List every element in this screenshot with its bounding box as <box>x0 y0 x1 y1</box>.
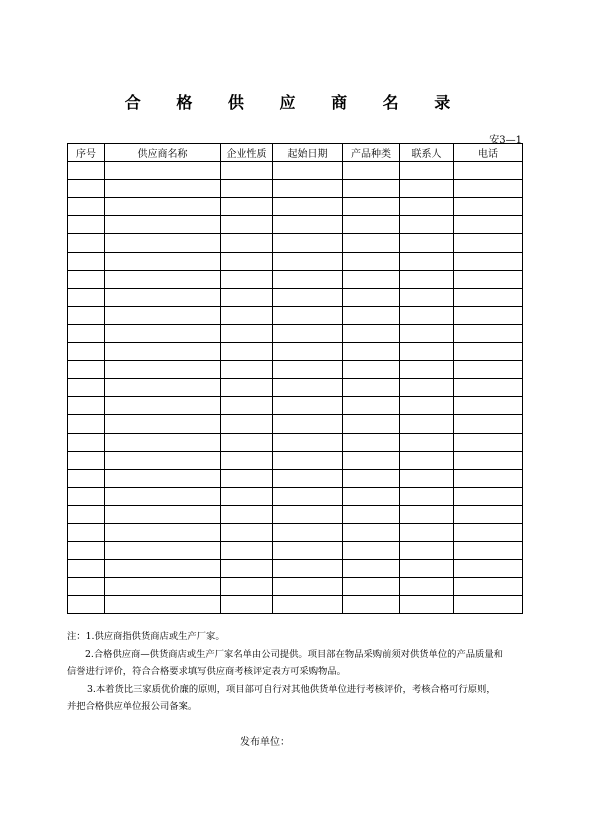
table-cell[interactable] <box>400 596 454 614</box>
table-cell[interactable] <box>343 234 400 252</box>
col-header-enterprise-type: 企业性质 <box>221 144 273 162</box>
table-cell[interactable] <box>454 379 523 397</box>
table-cell[interactable] <box>68 180 105 198</box>
table-cell[interactable] <box>454 216 523 234</box>
table-cell[interactable] <box>221 397 273 415</box>
table-cell[interactable] <box>400 397 454 415</box>
table-cell[interactable] <box>400 361 454 379</box>
table-cell[interactable] <box>273 505 343 523</box>
table-row <box>68 324 523 342</box>
table-cell[interactable] <box>454 324 523 342</box>
table-cell[interactable] <box>454 306 523 324</box>
table-row <box>68 306 523 324</box>
table-cell[interactable] <box>105 433 221 451</box>
table-cell[interactable] <box>221 180 273 198</box>
table-cell[interactable] <box>343 415 400 433</box>
table-cell[interactable] <box>454 560 523 578</box>
table-row <box>68 542 523 560</box>
note-line: 2.合格供应商—供货商店或生产厂家名单由公司提供。项目部在物品采购前须对供货单位的产品质量和 <box>85 648 503 660</box>
table-cell[interactable] <box>105 415 221 433</box>
table-cell[interactable] <box>105 505 221 523</box>
page-title: 合 格 供 应 商 名 录 <box>124 93 466 112</box>
table-row <box>68 343 523 361</box>
table-cell[interactable] <box>454 487 523 505</box>
table-cell[interactable] <box>400 523 454 541</box>
table-cell[interactable] <box>68 451 105 469</box>
table-cell[interactable] <box>68 560 105 578</box>
table-cell[interactable] <box>454 288 523 306</box>
table-cell[interactable] <box>68 162 105 180</box>
table-cell[interactable] <box>343 578 400 596</box>
table-cell[interactable] <box>400 451 454 469</box>
col-header-start-date: 起始日期 <box>273 144 343 162</box>
table-cell[interactable] <box>105 180 221 198</box>
table-cell[interactable] <box>343 469 400 487</box>
table-cell[interactable] <box>221 361 273 379</box>
table-cell[interactable] <box>343 324 400 342</box>
table-cell[interactable] <box>273 216 343 234</box>
table-row <box>68 379 523 397</box>
table-cell[interactable] <box>221 216 273 234</box>
table-cell[interactable] <box>105 578 221 596</box>
table-cell[interactable] <box>68 415 105 433</box>
table-cell[interactable] <box>343 180 400 198</box>
table-cell[interactable] <box>105 451 221 469</box>
table-cell[interactable] <box>273 180 343 198</box>
table-cell[interactable] <box>68 324 105 342</box>
table-cell[interactable] <box>454 361 523 379</box>
note-line: 并把合格供应单位报公司备案。 <box>67 701 198 712</box>
table-cell[interactable] <box>105 487 221 505</box>
table-cell[interactable] <box>105 361 221 379</box>
table-cell[interactable] <box>273 578 343 596</box>
table-cell[interactable] <box>68 433 105 451</box>
table-cell[interactable] <box>343 361 400 379</box>
note-line: 3.本着货比三家质优价廉的原则，项目部可自行对其他供货单位进行考核评价，考核合格可行原则， <box>87 683 496 695</box>
table-row <box>68 162 523 180</box>
note-line: 信誉进行评价，符合合格要求填写供应商考核评定表方可采购物品。 <box>67 666 346 677</box>
table-cell[interactable] <box>343 505 400 523</box>
table-cell[interactable] <box>400 578 454 596</box>
table-cell[interactable] <box>343 397 400 415</box>
table-cell[interactable] <box>68 343 105 361</box>
table-cell[interactable] <box>68 306 105 324</box>
table-cell[interactable] <box>273 433 343 451</box>
table-cell[interactable] <box>68 216 105 234</box>
table-cell[interactable] <box>105 397 221 415</box>
table-row <box>68 505 523 523</box>
table-cell[interactable] <box>273 379 343 397</box>
table-cell[interactable] <box>273 252 343 270</box>
table-body <box>68 162 523 614</box>
table-cell[interactable] <box>221 523 273 541</box>
table-cell[interactable] <box>221 379 273 397</box>
table-cell[interactable] <box>221 578 273 596</box>
table-cell[interactable] <box>400 162 454 180</box>
table-row <box>68 361 523 379</box>
table-cell[interactable] <box>343 487 400 505</box>
table-cell[interactable] <box>343 270 400 288</box>
table-cell[interactable] <box>400 216 454 234</box>
table-cell[interactable] <box>221 469 273 487</box>
table-cell[interactable] <box>273 162 343 180</box>
table-cell[interactable] <box>221 252 273 270</box>
table-cell[interactable] <box>454 234 523 252</box>
table-cell[interactable] <box>454 433 523 451</box>
table-cell[interactable] <box>343 306 400 324</box>
table-cell[interactable] <box>343 343 400 361</box>
table-cell[interactable] <box>273 596 343 614</box>
table-cell[interactable] <box>68 523 105 541</box>
table-cell[interactable] <box>400 198 454 216</box>
table-row <box>68 270 523 288</box>
table-row <box>68 198 523 216</box>
table-row <box>68 397 523 415</box>
table-cell[interactable] <box>454 198 523 216</box>
supplier-table <box>67 143 523 614</box>
table-cell[interactable] <box>400 324 454 342</box>
table-cell[interactable] <box>68 578 105 596</box>
table-cell[interactable] <box>221 596 273 614</box>
table-cell[interactable] <box>105 234 221 252</box>
table-row <box>68 560 523 578</box>
publisher-label: 发布单位： <box>240 737 290 748</box>
table-cell[interactable] <box>454 596 523 614</box>
table-cell[interactable] <box>221 270 273 288</box>
table-cell[interactable] <box>68 505 105 523</box>
table-cell[interactable] <box>400 252 454 270</box>
table-cell[interactable] <box>454 415 523 433</box>
table-cell[interactable] <box>273 397 343 415</box>
table-cell[interactable] <box>273 542 343 560</box>
table-cell[interactable] <box>221 324 273 342</box>
table-cell[interactable] <box>68 234 105 252</box>
table-cell[interactable] <box>454 270 523 288</box>
table-cell[interactable] <box>343 433 400 451</box>
table-cell[interactable] <box>221 542 273 560</box>
table-cell[interactable] <box>105 560 221 578</box>
table-cell[interactable] <box>221 198 273 216</box>
table-cell[interactable] <box>400 433 454 451</box>
table-cell[interactable] <box>400 415 454 433</box>
notes <box>67 628 527 716</box>
col-header-product-category: 产品种类 <box>343 144 400 162</box>
table-cell[interactable] <box>221 162 273 180</box>
table-cell[interactable] <box>221 306 273 324</box>
table-cell[interactable] <box>105 270 221 288</box>
table-cell[interactable] <box>105 252 221 270</box>
table-cell[interactable] <box>273 306 343 324</box>
table-cell[interactable] <box>343 542 400 560</box>
table-row <box>68 487 523 505</box>
table-cell[interactable] <box>221 288 273 306</box>
table-cell[interactable] <box>273 560 343 578</box>
col-header-supplier-name: 供应商名称 <box>105 144 221 162</box>
table-cell[interactable] <box>68 270 105 288</box>
table-cell[interactable] <box>273 469 343 487</box>
table-cell[interactable] <box>68 487 105 505</box>
table-cell[interactable] <box>68 198 105 216</box>
table-cell[interactable] <box>68 596 105 614</box>
table-row <box>68 433 523 451</box>
table-cell[interactable] <box>343 198 400 216</box>
table-cell[interactable] <box>221 505 273 523</box>
table-cell[interactable] <box>343 379 400 397</box>
table-cell[interactable] <box>105 523 221 541</box>
table-cell[interactable] <box>221 560 273 578</box>
table-cell[interactable] <box>400 234 454 252</box>
form-code: 安3—1 <box>489 135 522 146</box>
table-cell[interactable] <box>343 162 400 180</box>
table-cell[interactable] <box>400 542 454 560</box>
table-cell[interactable] <box>400 306 454 324</box>
table-cell[interactable] <box>400 469 454 487</box>
table-cell[interactable] <box>221 415 273 433</box>
table-cell[interactable] <box>400 379 454 397</box>
table-cell[interactable] <box>68 361 105 379</box>
table-row <box>68 578 523 596</box>
col-header-contact-person: 联系人 <box>400 144 454 162</box>
table-cell[interactable] <box>68 542 105 560</box>
table-cell[interactable] <box>400 505 454 523</box>
table-cell[interactable] <box>273 343 343 361</box>
table-row <box>68 523 523 541</box>
table-cell[interactable] <box>68 288 105 306</box>
table-cell[interactable] <box>105 596 221 614</box>
table-cell[interactable] <box>105 379 221 397</box>
table-cell[interactable] <box>273 487 343 505</box>
table-cell[interactable] <box>400 487 454 505</box>
table-cell[interactable] <box>454 162 523 180</box>
table-cell[interactable] <box>105 198 221 216</box>
table-row <box>68 180 523 198</box>
table-cell[interactable] <box>105 306 221 324</box>
table-cell[interactable] <box>68 469 105 487</box>
table-row <box>68 415 523 433</box>
table-cell[interactable] <box>273 198 343 216</box>
table-cell[interactable] <box>343 560 400 578</box>
table-cell[interactable] <box>221 487 273 505</box>
table-cell[interactable] <box>273 523 343 541</box>
table-row <box>68 252 523 270</box>
table-row <box>68 216 523 234</box>
table-cell[interactable] <box>400 180 454 198</box>
table-cell[interactable] <box>68 252 105 270</box>
table-cell[interactable] <box>343 596 400 614</box>
table-cell[interactable] <box>454 542 523 560</box>
table-cell[interactable] <box>454 523 523 541</box>
table-cell[interactable] <box>221 234 273 252</box>
table-cell[interactable] <box>454 397 523 415</box>
note-line: 注：1.供应商指供货商店或生产厂家。 <box>67 631 225 642</box>
table-cell[interactable] <box>400 560 454 578</box>
table-cell[interactable] <box>221 451 273 469</box>
table-cell[interactable] <box>454 469 523 487</box>
table-header-row <box>68 144 523 162</box>
table-row <box>68 469 523 487</box>
table-cell[interactable] <box>273 288 343 306</box>
table-cell[interactable] <box>105 216 221 234</box>
table-row <box>68 451 523 469</box>
table-cell[interactable] <box>273 270 343 288</box>
table-cell[interactable] <box>105 288 221 306</box>
col-header-serial: 序号 <box>68 144 105 162</box>
table-cell[interactable] <box>221 433 273 451</box>
table-cell[interactable] <box>454 451 523 469</box>
table-cell[interactable] <box>273 324 343 342</box>
table-cell[interactable] <box>343 252 400 270</box>
table-cell[interactable] <box>400 288 454 306</box>
table-row <box>68 234 523 252</box>
table-cell[interactable] <box>454 252 523 270</box>
table-cell[interactable] <box>105 542 221 560</box>
table-cell[interactable] <box>105 343 221 361</box>
col-header-phone: 电话 <box>454 144 523 162</box>
table-cell[interactable] <box>343 216 400 234</box>
table-cell[interactable] <box>454 180 523 198</box>
table-cell[interactable] <box>400 270 454 288</box>
table-cell[interactable] <box>273 234 343 252</box>
table-cell[interactable] <box>105 162 221 180</box>
table-cell[interactable] <box>68 397 105 415</box>
table-row <box>68 596 523 614</box>
table-cell[interactable] <box>273 361 343 379</box>
table-cell[interactable] <box>68 379 105 397</box>
table-row <box>68 288 523 306</box>
table-cell[interactable] <box>343 288 400 306</box>
table-cell[interactable] <box>105 324 221 342</box>
table-cell[interactable] <box>343 523 400 541</box>
table-cell[interactable] <box>273 415 343 433</box>
table-cell[interactable] <box>105 469 221 487</box>
table-cell[interactable] <box>400 343 454 361</box>
table-cell[interactable] <box>273 451 343 469</box>
table-cell[interactable] <box>454 578 523 596</box>
table-cell[interactable] <box>343 451 400 469</box>
table-cell[interactable] <box>454 505 523 523</box>
table-cell[interactable] <box>221 343 273 361</box>
table-cell[interactable] <box>454 343 523 361</box>
